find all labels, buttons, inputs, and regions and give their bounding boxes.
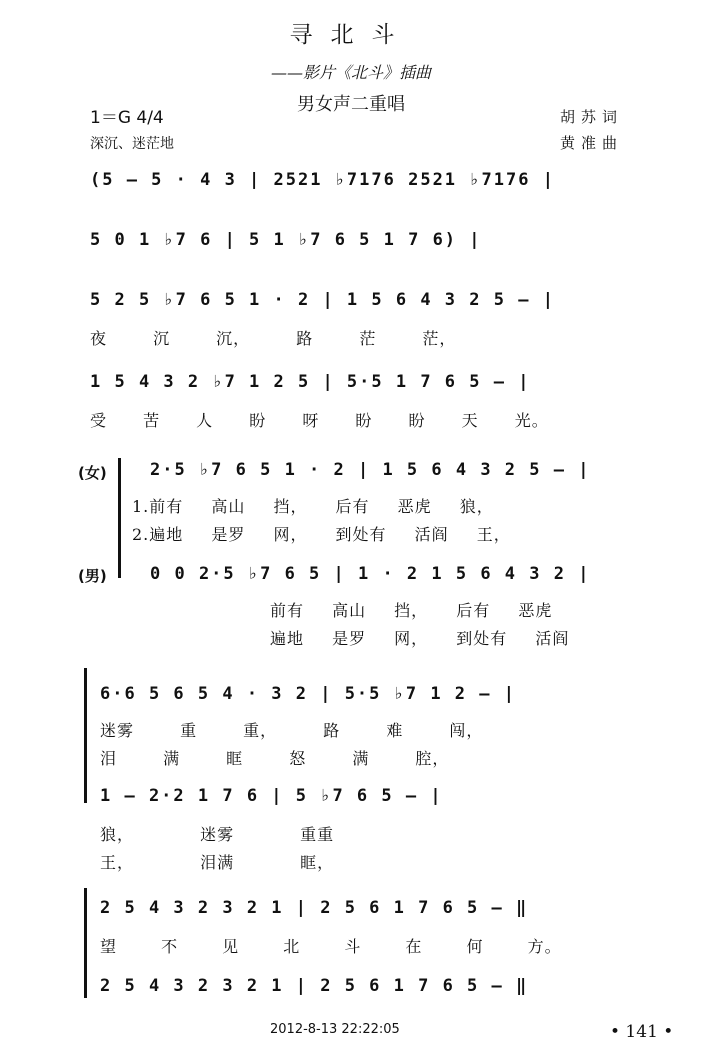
female-lyric-6a: 迷雾 重 重， 路 难 闯， xyxy=(100,721,484,740)
female-melody-6: 6·6 5 6 5 4 · 3 2 | 5·5 ♭7 1 2 — | xyxy=(100,684,516,704)
male-lyric-6b: 王， 泪满 眶， xyxy=(100,853,335,872)
tempo-mood: 深沉、迷茫地 xyxy=(90,136,174,152)
duet-brace-1 xyxy=(118,458,121,578)
male-label: (男) xyxy=(78,567,107,585)
male-lyric-6a: 狼， 迷雾 重重 xyxy=(100,825,335,844)
female-melody-7: 2 5 4 3 2 3 2 1 | 2 5 6 1 7 6 5 — ‖ xyxy=(100,898,529,918)
lyricist: 胡苏词 xyxy=(560,108,624,126)
timestamp: 2012-8-13 22:22:05 xyxy=(270,1022,400,1037)
lyric-line-4: 受 苦 人 盼 呀 盼 盼 天 光。 xyxy=(90,411,549,430)
lyric-line-3: 夜 沉 沉， 路 茫 茫， xyxy=(90,329,457,348)
female-lyric-5a: 1.前有 高山 挡， 后有 恶虎 狼， xyxy=(132,497,494,516)
male-lyric-5b: 遍地 是罗 网， 到处有 活阎 xyxy=(270,629,570,648)
song-subtitle: ——影片《北斗》插曲 xyxy=(270,63,431,82)
male-melody-5: 0 0 2·5 ♭7 6 5 | 1 · 2 1 5 6 4 3 2 | xyxy=(150,564,591,584)
female-lyric-6b: 泪 满 眶 怒 满 腔， xyxy=(100,749,450,768)
composer: 黄准曲 xyxy=(560,134,624,152)
duet-brace-2 xyxy=(84,668,87,803)
female-label: (女) xyxy=(78,464,107,482)
key-signature: 1＝G 4/4 xyxy=(90,108,164,128)
intro-line-2: 5 0 1 ♭7 6 | 5 1 ♭7 6 5 1 7 6) | xyxy=(90,230,482,250)
duet-brace-3 xyxy=(84,888,87,998)
male-melody-7: 2 5 4 3 2 3 2 1 | 2 5 6 1 7 6 5 — ‖ xyxy=(100,976,529,996)
intro-line-1: (5 — 5 · 4 3 | 2521 ♭7176 2521 ♭7176 | xyxy=(90,170,555,190)
female-lyric-5b: 2.遍地 是罗 网， 到处有 活阎 王， xyxy=(132,525,511,544)
lyric-line-7: 望 不 见 北 斗 在 何 方。 xyxy=(100,937,562,956)
page-number: • 141 • xyxy=(610,1022,674,1042)
female-melody-5: 2·5 ♭7 6 5 1 · 2 | 1 5 6 4 3 2 5 — | xyxy=(150,460,591,480)
song-title: 寻北斗 xyxy=(289,22,413,48)
male-melody-6: 1 — 2·2 1 7 6 | 5 ♭7 6 5 — | xyxy=(100,786,443,806)
melody-line-3: 5 2 5 ♭7 6 5 1 · 2 | 1 5 6 4 3 2 5 — | xyxy=(90,290,555,310)
song-form: 男女声二重唱 xyxy=(297,94,405,115)
melody-line-4: 1 5 4 3 2 ♭7 1 2 5 | 5·5 1 7 6 5 — | xyxy=(90,372,531,392)
male-lyric-5a: 前有 高山 挡， 后有 恶虎 xyxy=(270,601,553,620)
